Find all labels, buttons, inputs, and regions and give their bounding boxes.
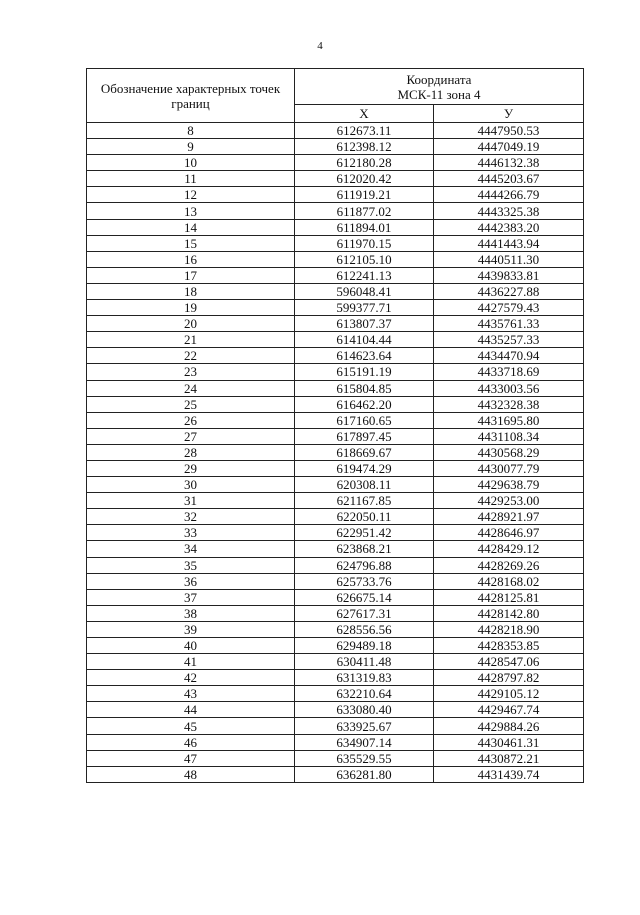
table-row xyxy=(87,638,584,654)
x-cell: 621167.85 xyxy=(295,493,434,509)
table-row xyxy=(87,428,584,444)
table-row xyxy=(87,766,584,782)
x-cell: 618669.67 xyxy=(295,444,434,460)
x-cell: 614623.64 xyxy=(295,348,434,364)
x-cell: 627617.31 xyxy=(295,605,434,621)
y-cell: 4430872.21 xyxy=(434,750,584,766)
point-cell: 36 xyxy=(87,573,295,589)
table-row xyxy=(87,541,584,557)
coordinates-table xyxy=(86,68,584,783)
point-cell: 35 xyxy=(87,557,295,573)
point-cell: 16 xyxy=(87,251,295,267)
x-cell: 633925.67 xyxy=(295,718,434,734)
x-cell: 615804.85 xyxy=(295,380,434,396)
table-row xyxy=(87,412,584,428)
point-cell: 47 xyxy=(87,750,295,766)
x-cell: 633080.40 xyxy=(295,702,434,718)
x-cell: 625733.76 xyxy=(295,573,434,589)
point-cell: 8 xyxy=(87,123,295,139)
table-row xyxy=(87,654,584,670)
point-cell: 24 xyxy=(87,380,295,396)
point-cell: 25 xyxy=(87,396,295,412)
x-cell: 596048.41 xyxy=(295,283,434,299)
y-cell: 4430461.31 xyxy=(434,734,584,750)
y-cell: 4428142.80 xyxy=(434,605,584,621)
x-cell: 617160.65 xyxy=(295,412,434,428)
y-cell: 4429638.79 xyxy=(434,477,584,493)
point-cell: 15 xyxy=(87,235,295,251)
y-cell: 4428797.82 xyxy=(434,670,584,686)
point-cell: 32 xyxy=(87,509,295,525)
point-cell: 29 xyxy=(87,460,295,476)
point-cell: 45 xyxy=(87,718,295,734)
point-cell: 41 xyxy=(87,654,295,670)
y-cell: 4433718.69 xyxy=(434,364,584,380)
table-row xyxy=(87,686,584,702)
table-row xyxy=(87,139,584,155)
y-cell: 4433003.56 xyxy=(434,380,584,396)
table-row xyxy=(87,573,584,589)
y-cell: 4427579.43 xyxy=(434,300,584,316)
point-cell: 9 xyxy=(87,139,295,155)
x-cell: 622050.11 xyxy=(295,509,434,525)
point-cell: 13 xyxy=(87,203,295,219)
x-column-header: Х xyxy=(295,105,434,123)
x-cell: 624796.88 xyxy=(295,557,434,573)
table-row xyxy=(87,348,584,364)
y-cell: 4428218.90 xyxy=(434,621,584,637)
x-cell: 612241.13 xyxy=(295,267,434,283)
point-cell: 48 xyxy=(87,766,295,782)
y-cell: 4446132.38 xyxy=(434,155,584,171)
point-cell: 28 xyxy=(87,444,295,460)
point-cell: 22 xyxy=(87,348,295,364)
x-cell: 623868.21 xyxy=(295,541,434,557)
point-cell: 37 xyxy=(87,589,295,605)
x-cell: 630411.48 xyxy=(295,654,434,670)
table-row xyxy=(87,380,584,396)
y-column-header: У xyxy=(434,105,584,123)
point-cell: 31 xyxy=(87,493,295,509)
table-header xyxy=(87,69,584,123)
y-cell: 4429884.26 xyxy=(434,718,584,734)
point-cell: 46 xyxy=(87,734,295,750)
x-cell: 612673.11 xyxy=(295,123,434,139)
y-cell: 4429467.74 xyxy=(434,702,584,718)
x-cell: 634907.14 xyxy=(295,734,434,750)
table-row xyxy=(87,267,584,283)
point-cell: 38 xyxy=(87,605,295,621)
table-row xyxy=(87,477,584,493)
table-row xyxy=(87,750,584,766)
point-designation-header: Обозначение характерных точек границ xyxy=(87,69,295,123)
y-cell: 4431695.80 xyxy=(434,412,584,428)
table-row xyxy=(87,364,584,380)
x-cell: 619474.29 xyxy=(295,460,434,476)
y-cell: 4430077.79 xyxy=(434,460,584,476)
y-cell: 4435761.33 xyxy=(434,316,584,332)
y-cell: 4442383.20 xyxy=(434,219,584,235)
table-body xyxy=(87,123,584,783)
x-cell: 629489.18 xyxy=(295,638,434,654)
point-cell: 19 xyxy=(87,300,295,316)
table-row xyxy=(87,171,584,187)
table-row xyxy=(87,734,584,750)
table-row xyxy=(87,621,584,637)
y-cell: 4435257.33 xyxy=(434,332,584,348)
y-cell: 4428269.26 xyxy=(434,557,584,573)
x-cell: 612398.12 xyxy=(295,139,434,155)
x-cell: 635529.55 xyxy=(295,750,434,766)
point-cell: 26 xyxy=(87,412,295,428)
y-cell: 4432328.38 xyxy=(434,396,584,412)
x-cell: 626675.14 xyxy=(295,589,434,605)
y-cell: 4428168.02 xyxy=(434,573,584,589)
x-cell: 613807.37 xyxy=(295,316,434,332)
table-row xyxy=(87,123,584,139)
y-cell: 4430568.29 xyxy=(434,444,584,460)
y-cell: 4447049.19 xyxy=(434,139,584,155)
table-row xyxy=(87,718,584,734)
table-row xyxy=(87,251,584,267)
point-cell: 14 xyxy=(87,219,295,235)
y-cell: 4428429.12 xyxy=(434,541,584,557)
x-cell: 636281.80 xyxy=(295,766,434,782)
y-cell: 4429105.12 xyxy=(434,686,584,702)
x-cell: 611970.15 xyxy=(295,235,434,251)
point-cell: 11 xyxy=(87,171,295,187)
table-row xyxy=(87,283,584,299)
table-row xyxy=(87,605,584,621)
y-cell: 4431108.34 xyxy=(434,428,584,444)
point-cell: 33 xyxy=(87,525,295,541)
point-cell: 23 xyxy=(87,364,295,380)
y-cell: 4441443.94 xyxy=(434,235,584,251)
point-cell: 42 xyxy=(87,670,295,686)
y-cell: 4439833.81 xyxy=(434,267,584,283)
y-cell: 4428353.85 xyxy=(434,638,584,654)
y-cell: 4428547.06 xyxy=(434,654,584,670)
table-row xyxy=(87,702,584,718)
table-row xyxy=(87,396,584,412)
table-row xyxy=(87,525,584,541)
coordinates-header xyxy=(295,69,584,105)
point-cell: 21 xyxy=(87,332,295,348)
y-cell: 4428646.97 xyxy=(434,525,584,541)
y-cell: 4447950.53 xyxy=(434,123,584,139)
point-cell: 44 xyxy=(87,702,295,718)
point-cell: 10 xyxy=(87,155,295,171)
x-cell: 612180.28 xyxy=(295,155,434,171)
x-cell: 614104.44 xyxy=(295,332,434,348)
x-cell: 611919.21 xyxy=(295,187,434,203)
table-row xyxy=(87,316,584,332)
table-row xyxy=(87,203,584,219)
table-row xyxy=(87,509,584,525)
table-row xyxy=(87,493,584,509)
table-row xyxy=(87,219,584,235)
x-cell: 611894.01 xyxy=(295,219,434,235)
point-cell: 27 xyxy=(87,428,295,444)
x-cell: 611877.02 xyxy=(295,203,434,219)
x-cell: 631319.83 xyxy=(295,670,434,686)
table-row xyxy=(87,235,584,251)
y-cell: 4431439.74 xyxy=(434,766,584,782)
x-cell: 616462.20 xyxy=(295,396,434,412)
table-row xyxy=(87,187,584,203)
y-cell: 4440511.30 xyxy=(434,251,584,267)
table-row xyxy=(87,670,584,686)
table-row xyxy=(87,557,584,573)
point-cell: 18 xyxy=(87,283,295,299)
coordinates-title: Координата xyxy=(406,71,472,87)
y-cell: 4428921.97 xyxy=(434,509,584,525)
point-cell: 12 xyxy=(87,187,295,203)
x-cell: 612105.10 xyxy=(295,251,434,267)
coordinate-system: МСК-11 зона 4 xyxy=(397,86,481,102)
x-cell: 612020.42 xyxy=(295,171,434,187)
table-row xyxy=(87,332,584,348)
point-cell: 40 xyxy=(87,638,295,654)
table-row xyxy=(87,155,584,171)
y-cell: 4428125.81 xyxy=(434,589,584,605)
x-cell: 617897.45 xyxy=(295,428,434,444)
table-row xyxy=(87,444,584,460)
table-row xyxy=(87,589,584,605)
point-cell: 20 xyxy=(87,316,295,332)
y-cell: 4444266.79 xyxy=(434,187,584,203)
point-cell: 30 xyxy=(87,477,295,493)
point-cell: 17 xyxy=(87,267,295,283)
point-cell: 39 xyxy=(87,621,295,637)
y-cell: 4429253.00 xyxy=(434,493,584,509)
y-cell: 4443325.38 xyxy=(434,203,584,219)
x-cell: 599377.71 xyxy=(295,300,434,316)
x-cell: 615191.19 xyxy=(295,364,434,380)
x-cell: 632210.64 xyxy=(295,686,434,702)
y-cell: 4436227.88 xyxy=(434,283,584,299)
point-cell: 43 xyxy=(87,686,295,702)
point-cell: 34 xyxy=(87,541,295,557)
y-cell: 4434470.94 xyxy=(434,348,584,364)
page-number: 4 xyxy=(317,40,323,52)
table-row xyxy=(87,460,584,476)
y-cell: 4445203.67 xyxy=(434,171,584,187)
x-cell: 628556.56 xyxy=(295,621,434,637)
x-cell: 620308.11 xyxy=(295,477,434,493)
x-cell: 622951.42 xyxy=(295,525,434,541)
table-row xyxy=(87,300,584,316)
